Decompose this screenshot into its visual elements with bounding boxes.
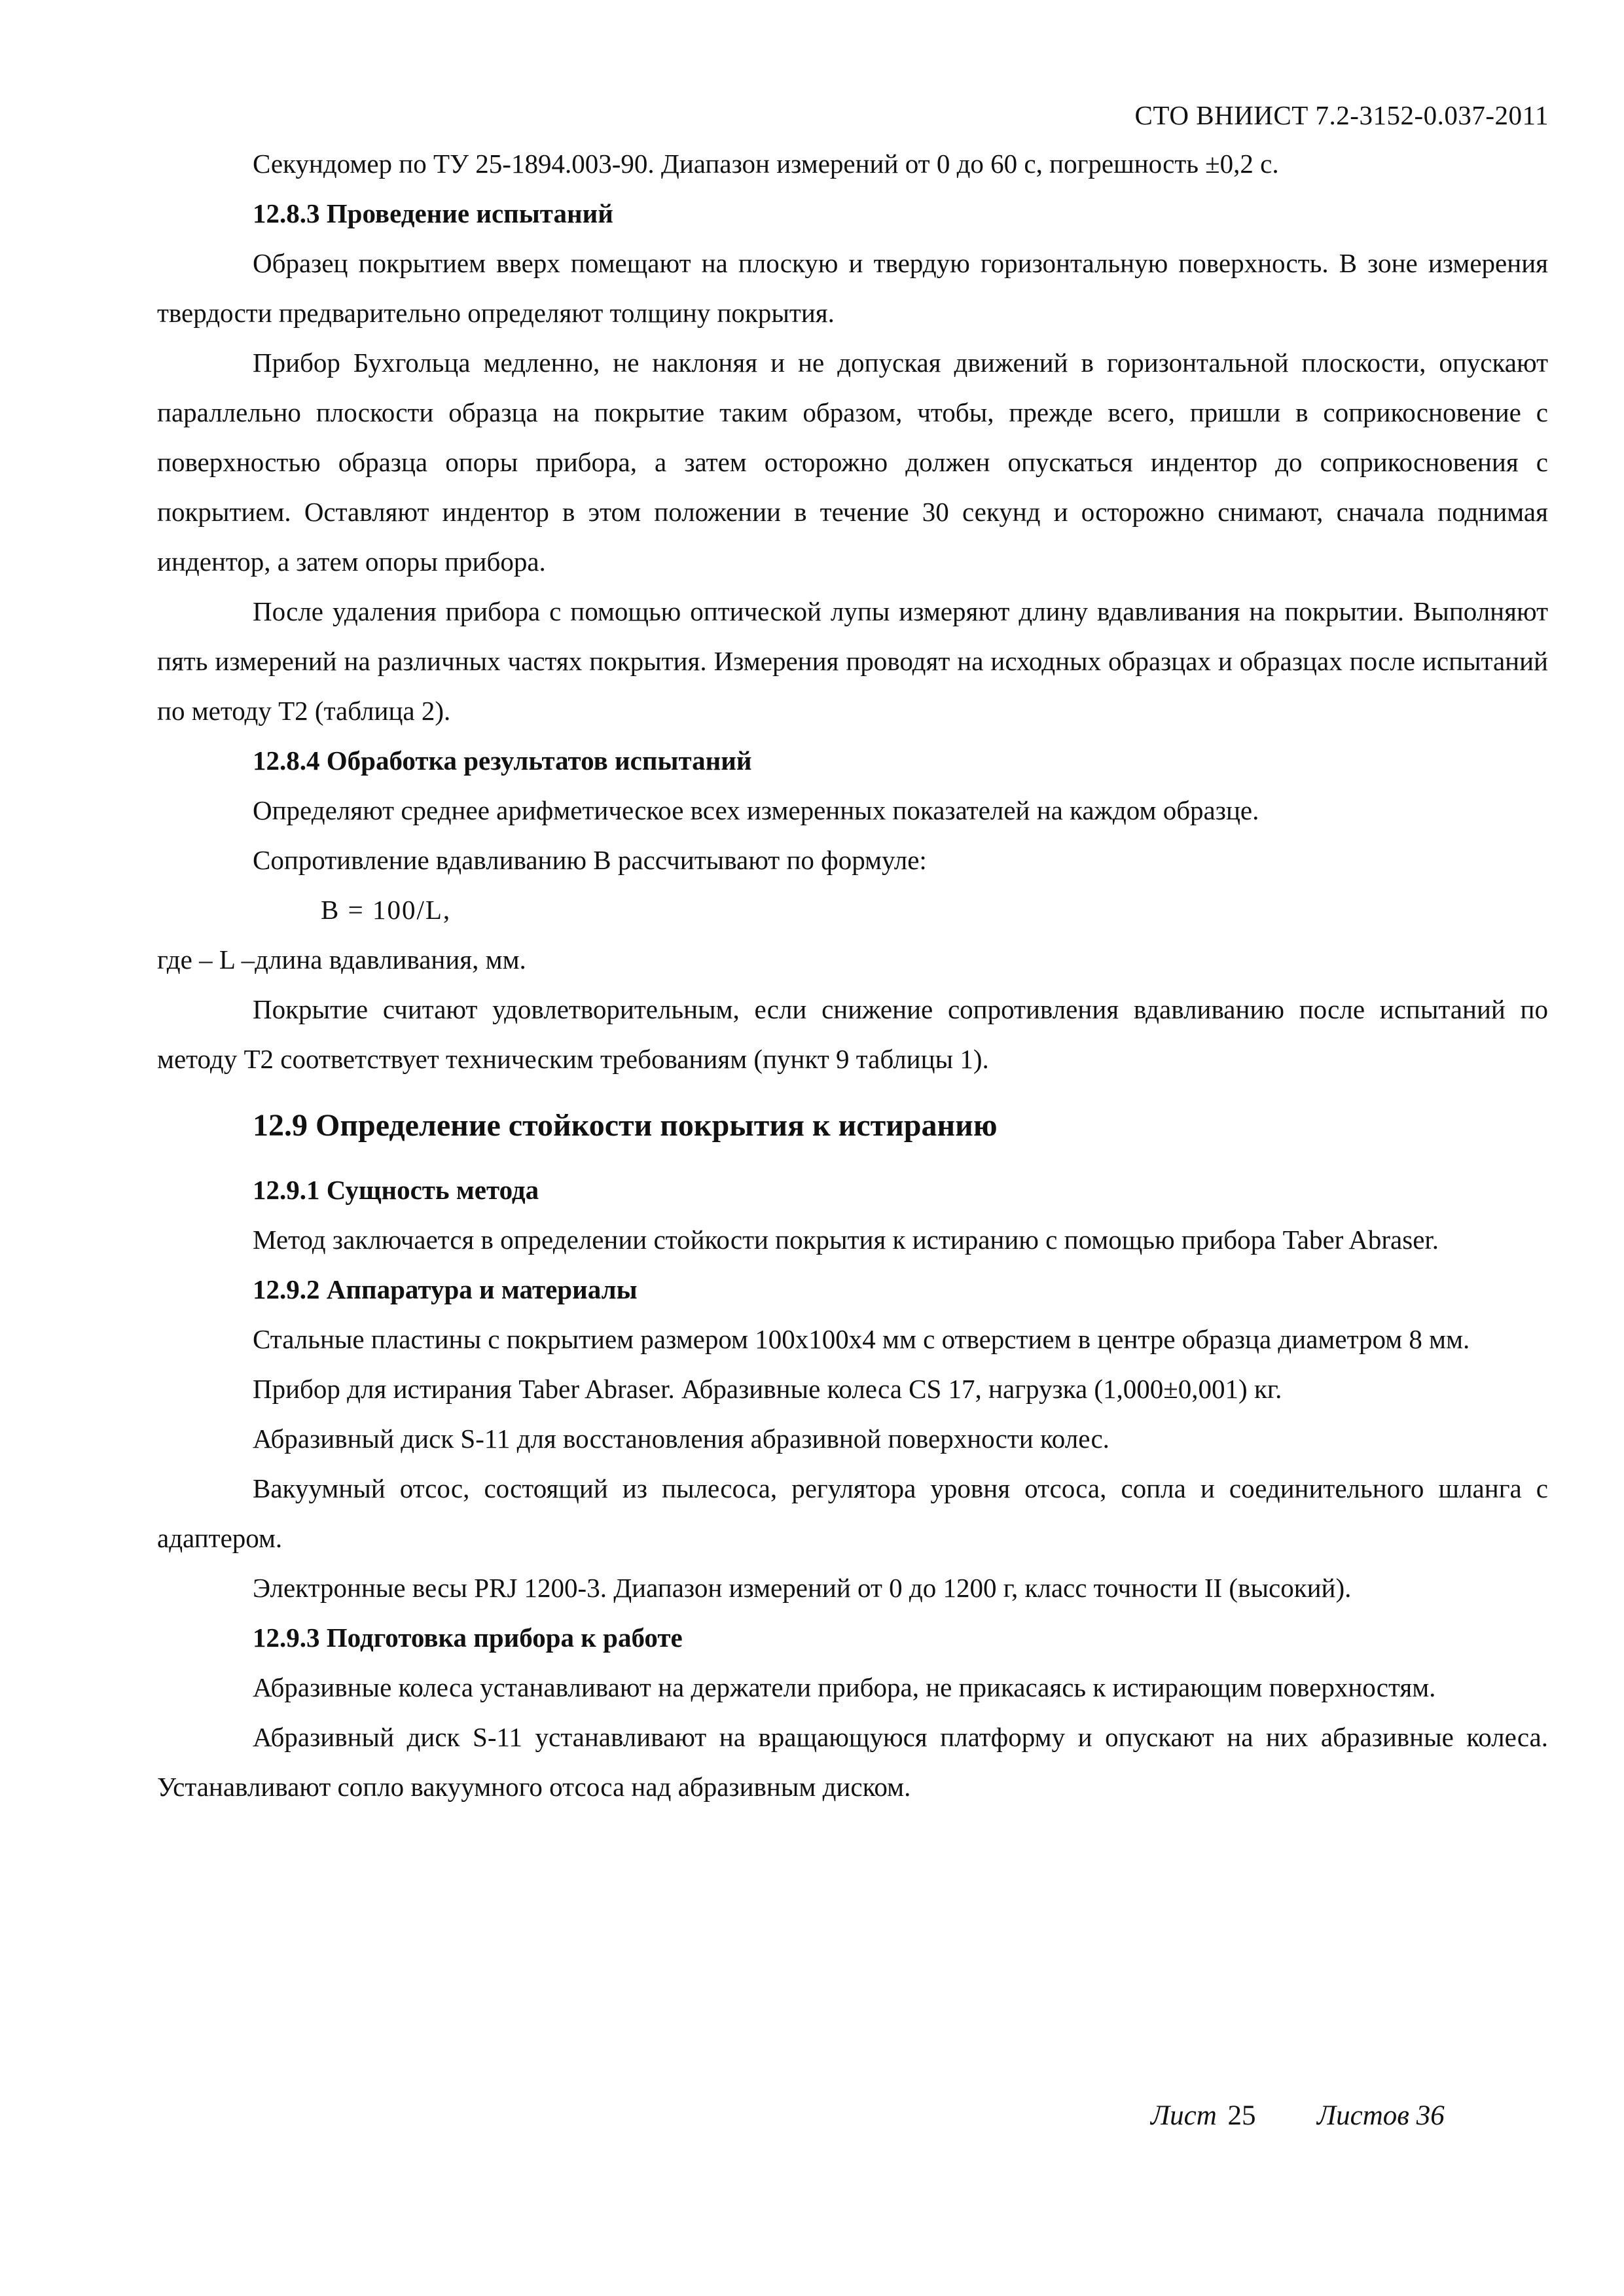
paragraph: Прибор для истирания Taber Abraser. Абразивные колеса CS 17, нагрузка (1,000±0,001) кг. [253, 1374, 1282, 1404]
paragraph: Определяют среднее арифметическое всех измеренных показателей на каждом образце. [253, 795, 1259, 825]
paragraph: Электронные весы PRJ 1200-3. Диапазон измерений от 0 до 1200 г, класс точности II (высокий). [253, 1573, 1352, 1603]
subsection-heading: 12.9.3 Подготовка прибора к работе [253, 1623, 683, 1653]
paragraph: Покрытие считают удовлетворительным, если снижение сопротивления вдавливанию после испытаний по методу Т2 соответствует техническим требованиям (пункт 9 таблицы 1). [157, 994, 1548, 1074]
total-sheets-number: 36 [1416, 2100, 1445, 2131]
paragraph: где – L –длина вдавливания, мм. [157, 944, 526, 975]
paragraph: Стальные пластины с покрытием размером 100х100х4 мм с отверстием в центре образца диаметром 8 мм. [253, 1324, 1470, 1354]
paragraph: Абразивные колеса устанавливают на держатели прибора, не прикасаясь к истирающим поверхностям. [253, 1672, 1436, 1702]
subsection-heading: 12.8.3 Проведение испытаний [253, 198, 613, 228]
paragraph: Абразивный диск S-11 устанавливают на вращающуюся платформу и опускают на них абразивные колеса. Устанавливают сопло вакуумного отсоса над абразивным диском. [157, 1722, 1548, 1802]
total-sheets-label: Листов [1317, 2100, 1409, 2131]
paragraph: Сопротивление вдавливанию В рассчитывают по формуле: [253, 845, 927, 875]
document-code: СТО ВНИИСТ 7.2-3152-0.037-2011 [1134, 100, 1549, 130]
paragraph: Прибор Бухгольца медленно, не наклоняя и не допуская движений в горизонтальной плоскости, опускают параллельно плоскости образца на покрытие таким образом, чтобы, прежде всего, пришли в соприкосновение с поверхностью образца опоры прибора, а затем осторожно должен опускаться индентор до соприкосновения с покрытием. Оставляют индентор в этом положении в течение 30 секунд и осторожно снимают, сначала поднимая индентор, а затем опоры прибора. [157, 348, 1548, 577]
sheet-label: Лист [1151, 2100, 1217, 2131]
subsection-heading: 12.9.2 Аппаратура и материалы [253, 1274, 638, 1304]
page-footer [1151, 2100, 1445, 2132]
document-body [157, 139, 1548, 1812]
paragraph: После удаления прибора с помощью оптической лупы измеряют длину вдавливания на покрытии. Выполняют пять измерений на различных частях покрытия. Измерения проводят на исходных образцах и образцах после испытаний по методу Т2 (таблица 2). [157, 596, 1548, 726]
paragraph: Секундомер по ТУ 25-1894.003-90. Диапазон измерений от 0 до 60 с, погрешность ±0,2 с. [253, 149, 1279, 179]
formula: B = 100/L, [321, 895, 452, 925]
paragraph: Вакуумный отсос, состоящий из пылесоса, регулятора уровня отсоса, сопла и соединительного шланга с адаптером. [157, 1473, 1548, 1553]
paragraph: Образец покрытием вверх помещают на плоскую и твердую горизонтальную поверхность. В зоне измерения твердости предварительно определяют толщину покрытия. [157, 248, 1548, 328]
sheet-number: 25 [1227, 2100, 1256, 2131]
subsection-heading: 12.9.1 Сущность метода [253, 1175, 539, 1205]
paragraph: Метод заключается в определении стойкости покрытия к истиранию с помощью прибора Taber Abraser. [253, 1225, 1439, 1255]
section-heading: 12.9 Определение стойкости покрытия к истиранию [253, 1108, 998, 1143]
subsection-heading: 12.8.4 Обработка результатов испытаний [253, 745, 752, 776]
paragraph: Абразивный диск S-11 для восстановления абразивной поверхности колес. [253, 1424, 1110, 1454]
